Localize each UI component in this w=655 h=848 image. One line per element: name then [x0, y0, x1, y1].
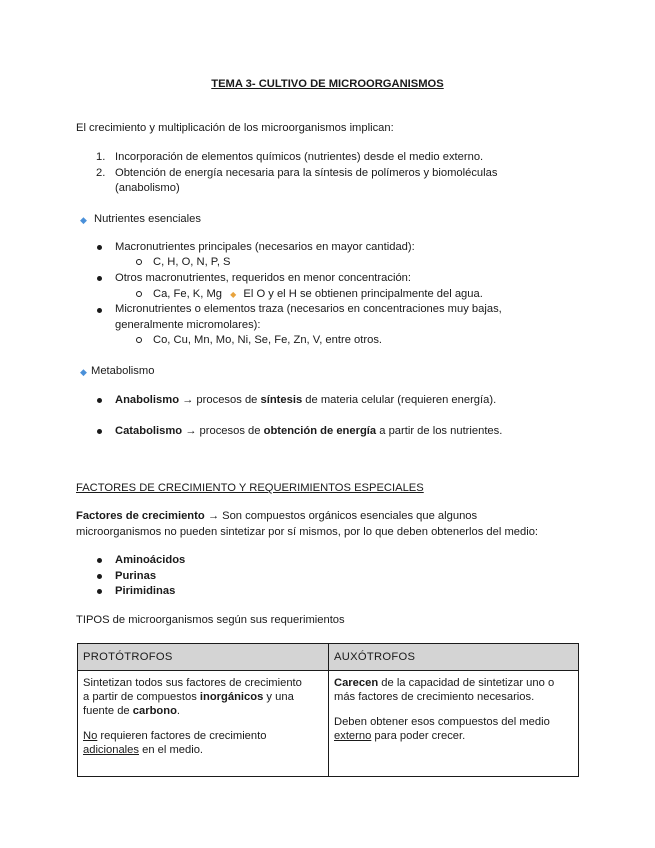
- term: inorgánicos: [199, 691, 264, 703]
- definition-line-1: [76, 509, 477, 523]
- text: → procesos de: [179, 394, 261, 406]
- term: Factores de crecimiento: [76, 510, 205, 522]
- text: fuente de: [83, 705, 133, 717]
- text: más factores de crecimiento necesarios.: [334, 691, 535, 703]
- text: y una: [263, 691, 294, 703]
- section-heading-metabolismo: Metabolismo: [91, 365, 155, 377]
- term: carbono: [132, 705, 177, 717]
- sub-list-item: C, H, O, N, P, S: [153, 256, 231, 268]
- text: para poder crecer.: [371, 730, 466, 742]
- circle-bullet-icon: [136, 291, 142, 297]
- section-heading-nutrientes: Nutrientes esenciales: [94, 213, 201, 225]
- diamond-bullet-icon: ◆: [80, 215, 87, 225]
- elements-text: Ca, Fe, K, Mg: [153, 288, 223, 300]
- numbered-item-2: Obtención de energía necesaria para la síntesis de polímeros y biomoléculas: [115, 167, 498, 179]
- text: Sintetizan todos sus factores de crecimiento: [83, 677, 302, 689]
- page-title: TEMA 3- CULTIVO DE MICROORGANISMOS: [211, 78, 444, 90]
- cell-paragraph: [83, 729, 323, 757]
- numbered-item-1: Incorporación de elementos químicos (nutrientes) desde el medio externo.: [115, 151, 484, 163]
- sub-list-item: [153, 287, 483, 302]
- circle-bullet-icon: [136, 259, 142, 265]
- bullet-dot-icon: [97, 429, 102, 434]
- list-item: Micronutrientes o elementos traza (necesarios en concentraciones muy bajas,: [115, 303, 502, 315]
- circle-bullet-icon: [136, 337, 142, 343]
- column-header-auxotrofos: AUXÓTROFOS: [329, 644, 579, 671]
- table-cell-prototrofos: [78, 671, 329, 777]
- text: a partir de compuestos: [83, 691, 200, 703]
- text: → Son compuestos orgánicos esenciales que algunos: [204, 510, 478, 522]
- tipos-heading: TIPOS de microorganismos según sus requerimientos: [76, 614, 345, 626]
- cell-paragraph: [334, 715, 573, 743]
- list-item: Otros macronutrientes, requeridos en menor concentración:: [115, 272, 411, 284]
- table-header-row: [78, 644, 579, 671]
- term: síntesis: [260, 394, 303, 406]
- underlined-text: adicionales: [83, 744, 139, 756]
- term: obtención de energía: [263, 425, 377, 437]
- sub-list-item: Co, Cu, Mn, Mo, Ni, Se, Fe, Zn, V, entre otros.: [153, 334, 383, 346]
- bullet-dot-icon: [97, 308, 102, 313]
- list-item: Pirimidinas: [115, 585, 176, 597]
- text: en el medio.: [138, 744, 204, 756]
- bullet-dot-icon: [97, 589, 102, 594]
- underlined-text: externo: [334, 730, 372, 742]
- list-item-catabolismo: [115, 424, 502, 438]
- term: Catabolismo: [115, 425, 183, 437]
- note-text: El O y el H se obtienen principalmente del agua.: [243, 288, 483, 300]
- column-header-prototrofos: PROTÓTROFOS: [78, 644, 329, 671]
- text: de la capacidad de sintetizar uno o: [378, 677, 555, 689]
- cell-paragraph: [83, 676, 323, 718]
- list-item-anabolismo: [115, 393, 496, 407]
- term: Anabolismo: [115, 394, 180, 406]
- diamond-bullet-icon: ◆: [80, 367, 87, 377]
- table-row: [78, 671, 579, 777]
- table-cell-auxotrofos: [329, 671, 579, 777]
- arrow-icon: ◆: [230, 290, 237, 299]
- list-item: Aminoácidos: [115, 554, 186, 566]
- term: Carecen: [334, 677, 379, 689]
- cell-paragraph: [334, 676, 573, 704]
- list-number: 1.: [96, 151, 106, 163]
- bullet-dot-icon: [97, 245, 102, 250]
- requirements-table: [77, 643, 579, 777]
- text: → procesos de: [182, 425, 264, 437]
- text: de materia celular (requieren energía).: [302, 394, 497, 406]
- text: .: [176, 705, 181, 717]
- bullet-dot-icon: [97, 398, 102, 403]
- underlined-text: No: [83, 730, 98, 742]
- definition-line-2: microorganismos no pueden sintetizar por sí mismos, por lo que deben obtenerlos del medio:: [76, 526, 539, 538]
- bullet-dot-icon: [97, 558, 102, 563]
- intro-text: El crecimiento y multiplicación de los microorganismos implican:: [76, 122, 394, 134]
- list-item: Purinas: [115, 570, 157, 582]
- section-heading-factores: FACTORES DE CRECIMIENTO Y REQUERIMIENTOS ESPECIALES: [76, 482, 424, 494]
- bullet-dot-icon: [97, 574, 102, 579]
- list-item: Macronutrientes principales (necesarios en mayor cantidad):: [115, 241, 415, 253]
- text: Deben obtener esos compuestos del medio: [334, 716, 550, 728]
- list-item-cont: generalmente micromolares):: [115, 319, 261, 331]
- text: a partir de los nutrientes.: [376, 425, 503, 437]
- numbered-item-2-cont: (anabolismo): [115, 182, 180, 194]
- text: requieren factores de crecimiento: [97, 730, 267, 742]
- bullet-dot-icon: [97, 276, 102, 281]
- list-number: 2.: [96, 167, 106, 179]
